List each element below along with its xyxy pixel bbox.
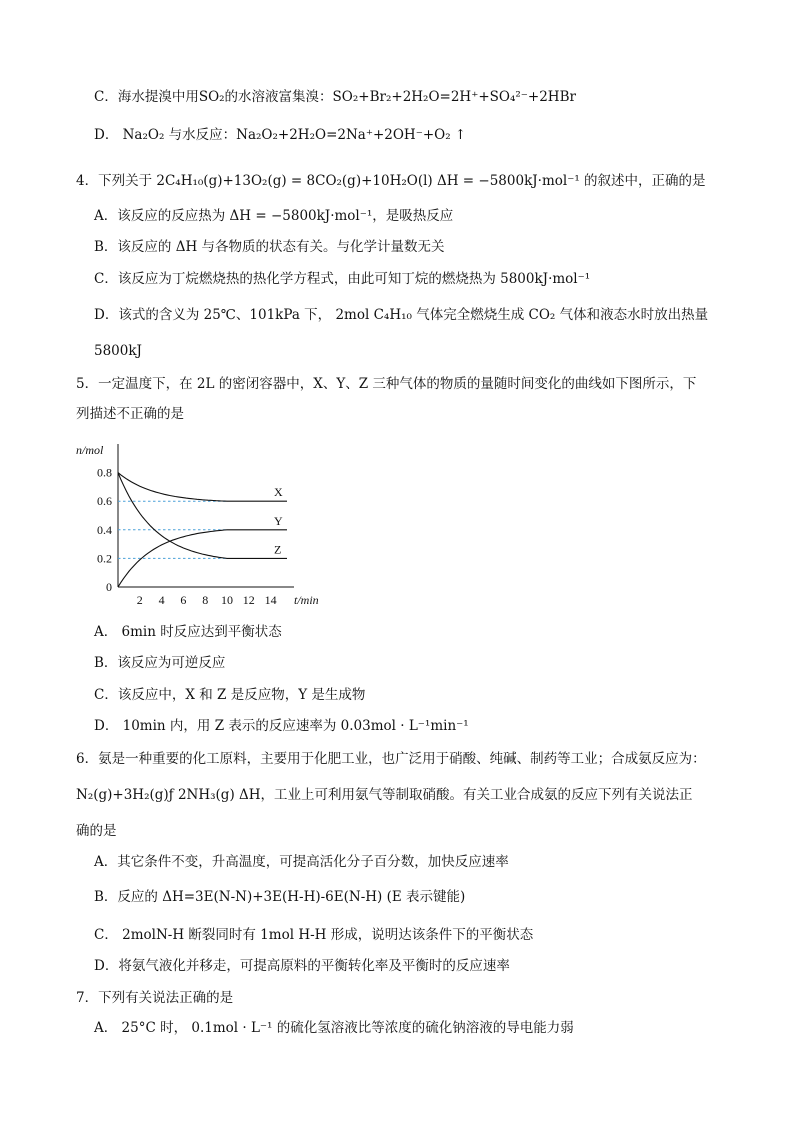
series-label-y: Y [274, 513, 283, 528]
question-5-option-a: A． 6min 时反应达到平衡状态 [94, 624, 282, 640]
question-5-stem-line1: 5．一定温度下，在 2L 的密闭容器中，X、Y、Z 三种气体的物质的量随时间变化的曲线如下图所示，下 [76, 376, 697, 392]
question-4-option-d-line1: D．该式的含义为 25℃、101kPa 下， 2mol C₄H₁₀ 气体完全燃烧生成 CO₂ 气体和液态水时放出热量 [94, 307, 709, 323]
option-c-prev: C．海水提溴中用SO₂的水溶液富集溴：SO₂+Br₂+2H₂O=2H⁺+SO₄²⁻+2HBr [94, 89, 576, 105]
question-4-option-c: C．该反应为丁烷燃烧热的热化学方程式，由此可知丁烷的燃烧热为 5800kJ·mol⁻¹ [94, 271, 591, 287]
question-6-option-a: A．其它条件不变，升高温度，可提高活化分子百分数，加快反应速率 [94, 854, 509, 870]
x-axis-label: t/min [294, 593, 319, 607]
question-6-stem-line1: 6．氨是一种重要的化工原料，主要用于化肥工业，也广泛用于硝酸、纯碱、制药等工业；合成氨反应为： [76, 751, 706, 767]
x-tick-label: 8 [202, 593, 209, 607]
x-tick-label: 6 [180, 593, 187, 607]
chart-references [118, 501, 227, 558]
chart-axes [118, 444, 294, 587]
series-label-z: Z [274, 542, 282, 557]
question-5-stem-line2: 列描述不正确的是 [76, 406, 184, 422]
option-d-prev: D． Na₂O₂ 与水反应：Na₂O₂+2H₂O=2Na⁺+2OH⁻+O₂ ↑ [94, 127, 467, 143]
series-line-z [118, 473, 287, 559]
question-6-stem-line2: N₂(g)+3H₂(g)ƒ 2NH₃(g) ΔH，工业上可利用氨气等制取硝酸。有关工业合成氨的反应下列有关说法正 [76, 787, 693, 803]
y-axis-label: n/mol [76, 443, 104, 457]
question-5-option-d: D． 10min 内，用 Z 表示的反应速率为 0.03mol · L⁻¹min⁻¹ [94, 718, 469, 734]
x-tick-label: 14 [264, 593, 277, 607]
x-tick-label: 4 [158, 593, 165, 607]
question-6-option-b: B．反应的 ΔH=3E(N-N)+3E(H-H)-6E(N-H) (E 表示键能) [94, 889, 466, 905]
series-line-x [118, 473, 287, 502]
question-5-option-c: C．该反应中，X 和 Z 是反应物，Y 是生成物 [94, 687, 366, 703]
question-7-option-a: A． 25°C 时， 0.1mol · L⁻¹ 的硫化氢溶液比等浓度的硫化钠溶液的导电能力弱 [94, 1020, 574, 1036]
question-7-stem: 7．下列有关说法正确的是 [76, 990, 234, 1006]
question-4-stem: 4．下列关于 2C₄H₁₀(g)+13O₂(g) = 8CO₂(g)+10H₂O(l) ΔH = −5800kJ·mol⁻¹ 的叙述中，正确的是 [76, 173, 706, 189]
question-6-option-d: D．将氨气液化并移走，可提高原料的平衡转化率及平衡时的反应速率 [94, 958, 510, 974]
question-6-option-c: C． 2molN-H 断裂同时有 1mol H-H 形成，说明达该条件下的平衡状态 [94, 927, 534, 943]
y-tick-label: 0.4 [97, 522, 112, 537]
question-4-option-a: A．该反应的反应热为 ΔH = −5800kJ·mol⁻¹，是吸热反应 [94, 208, 454, 224]
y-tick-label: 0 [106, 580, 112, 594]
x-tick-label: 10 [221, 593, 233, 607]
y-tick-label: 0.8 [97, 465, 112, 480]
y-tick-label: 0.6 [97, 494, 112, 509]
question-6-stem-line3: 确的是 [76, 823, 117, 839]
amount-vs-time-chart [72, 434, 332, 610]
chart-labels [76, 443, 319, 607]
y-tick-label: 0.2 [97, 551, 112, 566]
series-label-x: X [274, 485, 283, 500]
x-tick-label: 2 [136, 593, 143, 607]
x-tick-label: 12 [242, 593, 255, 607]
question-5-option-b: B．该反应为可逆反应 [94, 655, 226, 671]
question-4-option-d-line2: 5800kJ [94, 343, 142, 359]
question-4-option-b: B．该反应的 ΔH 与各物质的状态有关。与化学计量数无关 [94, 239, 445, 255]
